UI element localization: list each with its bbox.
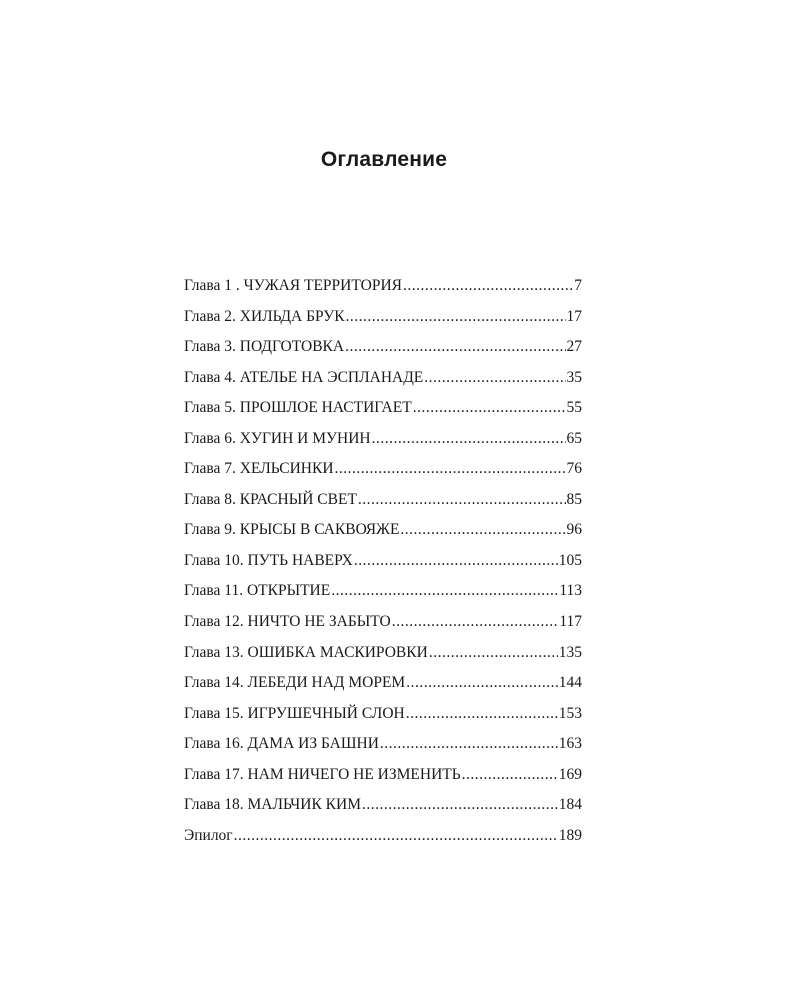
toc-entry-label: Глава 15. ИГРУШЕЧНЫЙ СЛОН — [184, 704, 405, 722]
toc-entry-label: Глава 17. НАМ НИЧЕГО НЕ ИЗМЕНИТЬ — [184, 765, 461, 783]
toc-entry-page-number: 117 — [559, 613, 582, 631]
toc-entry-page-number: 113 — [559, 582, 582, 600]
toc-entry-label: Глава 10. ПУТЬ НАВЕРХ — [184, 551, 353, 569]
table-of-contents — [184, 277, 582, 857]
toc-dot-leader — [462, 766, 558, 784]
toc-entry-page-number: 7 — [574, 277, 582, 294]
toc-dot-leader — [424, 369, 565, 387]
toc-entry-label: Глава 14. ЛЕБЕДИ НАД МОРЕМ — [184, 674, 406, 692]
toc-entry — [184, 277, 582, 308]
toc-entry — [184, 705, 582, 736]
toc-entry-label: Глава 7. ХЕЛЬСИНКИ — [184, 460, 334, 478]
toc-entry-label: Глава 16. ДАМА ИЗ БАШНИ — [184, 735, 379, 753]
toc-entry-page-number: 135 — [558, 643, 582, 661]
toc-dot-leader — [413, 399, 566, 417]
toc-entry-page-number: 96 — [566, 521, 582, 539]
page-title: Оглавление — [320, 148, 448, 171]
toc-entry — [184, 735, 582, 766]
toc-entry — [184, 644, 582, 675]
toc-entry-label: Глава 1 . ЧУЖАЯ ТЕРРИТОРИЯ — [184, 277, 402, 294]
toc-entry-page-number: 105 — [558, 551, 582, 569]
toc-entry — [184, 399, 582, 430]
toc-dot-leader — [346, 308, 566, 326]
toc-entry-label: Глава 11. ОТКРЫТИЕ — [184, 582, 331, 600]
toc-dot-leader — [234, 827, 558, 845]
toc-entry-label: Эпилог — [184, 826, 233, 844]
toc-entry-page-number: 55 — [566, 399, 582, 417]
toc-entry — [184, 674, 582, 705]
toc-entry-page-number: 76 — [566, 460, 582, 478]
toc-entry-page-number: 153 — [558, 704, 582, 722]
toc-entry — [184, 552, 582, 583]
toc-entry-label: Глава 5. ПРОШЛОЕ НАСТИГАЕТ — [184, 399, 412, 417]
toc-entry-page-number: 163 — [558, 735, 582, 753]
toc-entry-page-number: 144 — [558, 674, 582, 692]
toc-dot-leader — [335, 460, 566, 478]
toc-entry-label: Глава 4. АТЕЛЬЕ НА ЭСПЛАНАДЕ — [184, 368, 424, 386]
toc-dot-leader — [358, 491, 566, 509]
toc-entry-label: Глава 12. НИЧТО НЕ ЗАБЫТО — [184, 613, 391, 631]
toc-entry — [184, 582, 582, 613]
toc-dot-leader — [429, 644, 558, 662]
toc-entry — [184, 338, 582, 369]
toc-dot-leader — [354, 552, 558, 570]
toc-entry — [184, 613, 582, 644]
toc-dot-leader — [380, 735, 558, 753]
toc-dot-leader — [372, 430, 566, 448]
toc-entry — [184, 491, 582, 522]
toc-entry-label: Глава 6. ХУГИН И МУНИН — [184, 429, 371, 447]
toc-entry-page-number: 65 — [566, 429, 582, 447]
toc-dot-leader — [406, 674, 558, 692]
toc-dot-leader — [362, 796, 558, 814]
toc-entry — [184, 430, 582, 461]
toc-dot-leader — [400, 521, 565, 539]
toc-entry — [184, 796, 582, 827]
toc-entry-page-number: 17 — [566, 307, 582, 325]
toc-dot-leader — [403, 277, 573, 295]
toc-entry-label: Глава 8. КРАСНЫЙ СВЕТ — [184, 490, 357, 508]
toc-entry — [184, 308, 582, 339]
toc-entry-page-number: 85 — [566, 490, 582, 508]
toc-entry-page-number: 27 — [566, 338, 582, 356]
toc-dot-leader — [331, 582, 558, 600]
toc-entry-page-number: 169 — [558, 765, 582, 783]
toc-dot-leader — [406, 705, 558, 723]
toc-entry — [184, 766, 582, 797]
toc-entry-label: Глава 13. ОШИБКА МАСКИРОВКИ — [184, 643, 428, 661]
toc-dot-leader — [392, 613, 559, 631]
toc-entry-page-number: 189 — [558, 826, 582, 844]
toc-entry — [184, 827, 582, 858]
toc-entry-page-number: 184 — [558, 796, 582, 814]
toc-entry-label: Глава 2. ХИЛЬДА БРУК — [184, 307, 345, 325]
toc-entry-page-number: 35 — [566, 368, 582, 386]
toc-entry — [184, 521, 582, 552]
toc-entry-label: Глава 9. КРЫСЫ В САКВОЯЖЕ — [184, 521, 400, 539]
toc-entry — [184, 460, 582, 491]
toc-dot-leader — [345, 338, 565, 356]
toc-entry — [184, 369, 582, 400]
toc-entry-label: Глава 3. ПОДГОТОВКА — [184, 338, 345, 356]
toc-entry-label: Глава 18. МАЛЬЧИК КИМ — [184, 796, 361, 814]
